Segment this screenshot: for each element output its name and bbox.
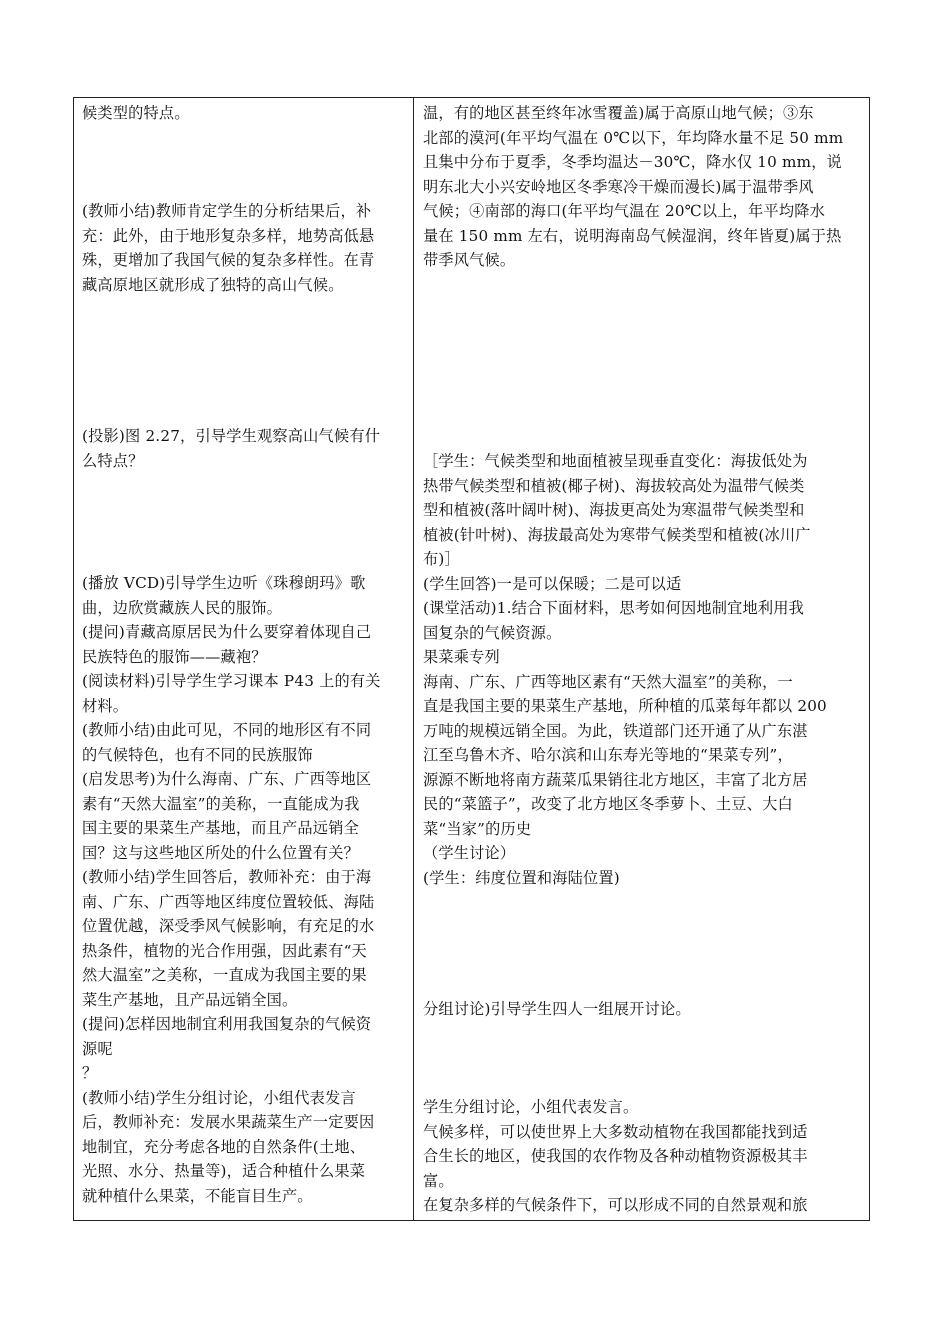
text-line: 后，教师补充：发展水果蔬菜生产一定要因 bbox=[82, 1113, 375, 1131]
text-line: 殊，更增加了我国气候的复杂多样性。在青 bbox=[82, 251, 375, 269]
text-line: 源呢 bbox=[82, 1039, 113, 1058]
text-line: 然大温室”之美称，一直成为我国主要的果 bbox=[82, 966, 367, 984]
right-block-4 bbox=[423, 1095, 865, 1218]
text-line: 么特点？ bbox=[82, 451, 144, 470]
left-block-3 bbox=[82, 424, 408, 473]
left-block-2 bbox=[82, 199, 408, 297]
text-line: (教师小结)学生回答后，教师补充：由于海 bbox=[82, 868, 372, 886]
text-line: 在复杂多样的气候条件下，可以形成不同的自然景观和旅 bbox=[423, 1196, 808, 1214]
text-line: (投影)图 2.27，引导学生观察高山气候有什 bbox=[82, 427, 381, 445]
text-line: (启发思考)为什么海南、广东、广西等地区 bbox=[82, 770, 372, 788]
text-line: 江至乌鲁木齐、哈尔滨和山东寿光等地的“果菜专列”， bbox=[423, 746, 793, 764]
text-line: 型和植被(落叶阔叶树)、海拔更高处为寒温带气候类型和 bbox=[423, 501, 805, 519]
text-line: 的气候特色，也有不同的民族服饰 bbox=[82, 745, 313, 764]
text-line: (教师小结)学生分组讨论，小组代表发言 bbox=[82, 1088, 356, 1107]
text-line: 国复杂的气候资源。 bbox=[423, 623, 562, 642]
text-line: 就种植什么果菜，不能盲目生产。 bbox=[82, 1186, 313, 1205]
text-line: 素有“天然大温室”的美称，一直能成为我 bbox=[82, 794, 360, 813]
text-line: 明东北大小兴安岭地区冬季寒冷干燥而漫长)属于温带季风 bbox=[423, 177, 814, 196]
text-line: 布)］ bbox=[423, 550, 460, 568]
text-line: 热条件，植物的光合作用强，因此素有“天 bbox=[82, 941, 367, 960]
text-line: （学生讨论） bbox=[423, 844, 516, 862]
text-line: 国？这与这些地区所处的什么位置有关？ bbox=[82, 843, 359, 862]
right-block-3 bbox=[423, 997, 865, 1022]
text-line: (教师小结)教师肯定学生的分析结果后，补 bbox=[82, 202, 372, 220]
text-line: 万吨的规模远销全国。为此，铁道部门还开通了从广东湛 bbox=[423, 721, 808, 740]
text-line: 位置优越，深受季风气候影响，有充足的水 bbox=[82, 917, 375, 935]
text-line: 植被(针叶树)、海拔最高处为寒带气候类型和植被(冰川广 bbox=[423, 525, 811, 544]
text-line: 直是我国主要的果菜生产基地，所种植的瓜菜每年都以 200 bbox=[423, 697, 827, 715]
text-line: 充：此外，由于地形复杂多样，地势高低悬 bbox=[82, 226, 375, 245]
text-line: 国主要的果菜生产基地，而且产品远销全 bbox=[82, 819, 359, 837]
text-line: 富。 bbox=[423, 1171, 454, 1190]
text-line: (播放 VCD)引导学生边听《珠穆朗玛》歌 bbox=[82, 574, 366, 592]
text-line: 候类型的特点。 bbox=[82, 104, 190, 122]
text-line: (课堂活动)1.结合下面材料，思考如何因地制宜地利用我 bbox=[423, 599, 805, 617]
text-line: 热带气候类型和植被(椰子树)、海拔较高处为温带气候类 bbox=[423, 476, 805, 495]
text-line: 温，有的地区甚至终年冰雪覆盖)属于高原山地气候；③东 bbox=[423, 104, 814, 122]
text-line: (教师小结)由此可见，不同的地形区有不同 bbox=[82, 721, 372, 739]
text-line: 南、广东、广西等地区纬度位置较低、海陆 bbox=[82, 892, 375, 911]
text-line: (提问)青藏高原居民为什么要穿着体现自己 bbox=[82, 623, 372, 641]
text-line: 民的“菜篮子”，改变了北方地区冬季萝卜、土豆、大白 bbox=[423, 795, 793, 813]
text-line: 学生分组讨论，小组代表发言。 bbox=[423, 1098, 639, 1116]
text-line: 合生长的地区，使我国的农作物及各种动植物资源极其丰 bbox=[423, 1147, 808, 1165]
text-line: 民族特色的服饰——藏袍？ bbox=[82, 647, 267, 666]
text-line: 藏高原地区就形成了独特的高山气候。 bbox=[82, 275, 344, 294]
text-line: 带季风气候。 bbox=[423, 251, 516, 269]
text-line: 分组讨论)引导学生四人一组展开讨论。 bbox=[423, 1000, 691, 1018]
left-block-1 bbox=[82, 101, 408, 126]
text-line: (学生回答)一是可以保暖；二是可以适 bbox=[423, 574, 682, 593]
text-line: 材料。 bbox=[82, 696, 129, 715]
text-line: 北部的漠河(年平均气温在 0℃以下，年均降水量不足 50 mm bbox=[423, 128, 844, 147]
text-line: 果菜乘专列 bbox=[423, 648, 500, 666]
text-line: 菜生产基地，且产品远销全国。 bbox=[82, 990, 298, 1009]
text-line: 菜“当家”的历史 bbox=[423, 819, 532, 838]
text-line: 气候；④南部的海口(年平均气温在 20℃以上，年平均降水 bbox=[423, 202, 825, 220]
text-line: 海南、广东、广西等地区素有“天然大温室”的美称，一 bbox=[423, 672, 793, 691]
text-line: 地制宜，充分考虑各地的自然条件(土地、 bbox=[82, 1137, 366, 1156]
text-line: (提问)怎样因地制宜利用我国复杂的气候资 bbox=[82, 1015, 372, 1033]
right-block-2 bbox=[423, 449, 865, 890]
text-line: 曲，边欣赏藏族人民的服饰。 bbox=[82, 598, 283, 617]
text-line: ？ bbox=[82, 1064, 98, 1082]
text-line: 且集中分布于夏季，冬季均温达－30℃，降水仅 10 mm，说 bbox=[423, 153, 843, 171]
text-line: 源源不断地将南方蔬菜瓜果销往北方地区，丰富了北方居 bbox=[423, 770, 808, 789]
text-line: 气候多样，可以使世界上大多数动植物在我国都能找到适 bbox=[423, 1122, 808, 1141]
text-line: (阅读材料)引导学生学习课本 P43 上的有关 bbox=[82, 672, 381, 690]
text-line: 量在 150 mm 左右，说明海南岛气候湿润，终年皆夏)属于热 bbox=[423, 226, 842, 245]
text-line: 光照、水分、热量等)，适合种植什么果菜 bbox=[82, 1162, 366, 1180]
text-line: ［学生：气候类型和地面植被呈现垂直变化：海拔低处为 bbox=[423, 452, 808, 470]
text-line: (学生：纬度位置和海陆位置) bbox=[423, 868, 620, 887]
right-block-1 bbox=[423, 101, 865, 273]
column-divider bbox=[413, 97, 414, 1221]
left-block-4 bbox=[82, 571, 408, 1208]
